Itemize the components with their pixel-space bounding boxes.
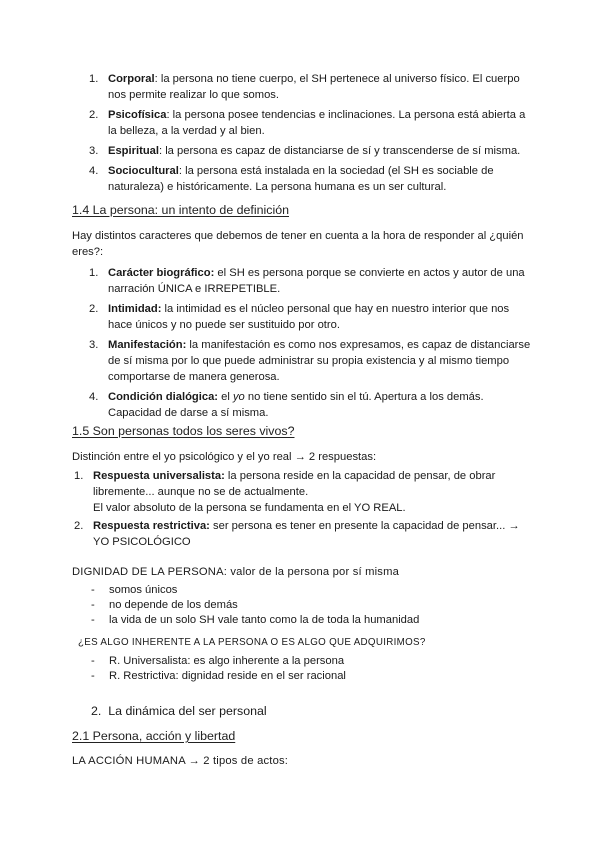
list-item: - R. Universalista: es algo inherente a la persona xyxy=(91,655,345,667)
list-item: - somos únicos xyxy=(91,584,178,596)
section-1-4-intro: Hay distintos caracteres que debemos de tener en cuenta a la hora de responder al ¿quién eres?: xyxy=(72,230,524,258)
question-text: ¿ES ALGO INHERENTE A LA PERSONA O ES ALGO QUE ADQUIRIMOS? xyxy=(78,637,426,648)
term: Psicofísica xyxy=(108,109,167,121)
list-item: - no depende de los demás xyxy=(91,599,238,611)
section-2-title: 2. La dinámica del ser personal xyxy=(91,704,267,718)
list-item: 4. Condición dialógica: el yo no tiene sentido sin el tú. Apertura a los demás. Capacidad de darse a sí misma. xyxy=(89,391,484,419)
term: Manifestación: xyxy=(108,339,187,351)
list-item: 1. Respuesta universalista: la persona reside en la capacidad de pensar, de obrar libremente... aunque no se de actualmente. El valor absoluto de la persona se fundamenta en el YO REAL. xyxy=(74,470,496,514)
top-numbered-list xyxy=(89,71,548,195)
term: Intimidad: xyxy=(108,303,162,315)
list-item: 4. Sociocultural: la persona está instalada en la sociedad (el SH es sociable de naturaleza) e históricamente. La persona humana es un ser cultural. xyxy=(89,165,494,193)
term: Carácter biográfico: xyxy=(108,267,215,279)
term: Respuesta universalista: xyxy=(93,470,225,482)
list-item: 3. Espiritual: la persona es capaz de distanciarse de sí y transcenderse de sí misma. xyxy=(89,145,521,157)
section-1-4-list xyxy=(89,265,548,421)
list-item: 2. Respuesta restrictiva: ser persona es tener en presente la capacidad de pensar... → YO PSICOLÓGICO xyxy=(74,520,520,548)
dignidad-list xyxy=(91,583,549,628)
list-item: 3. Manifestación: la manifestación es como nos expresamos, es capaz de distanciarse de sí misma por lo que puede administrar su propia existencia y al mismo tiempo comportarse de manera generosa. xyxy=(89,339,531,383)
term: Respuesta restrictiva: xyxy=(93,520,210,532)
section-1-5-list xyxy=(74,468,548,550)
list-item: - R. Restrictiva: dignidad reside en el ser racional xyxy=(91,670,346,682)
term: Sociocultural xyxy=(108,165,179,177)
section-heading-1-4: 1.4 La persona: un intento de definición xyxy=(72,203,289,217)
section-1-5-intro: Distinción entre el yo psicológico y el yo real → 2 respuestas: xyxy=(72,451,377,463)
section-heading-2-1: 2.1 Persona, acción y libertad xyxy=(72,729,236,743)
question-answers-list xyxy=(91,654,549,684)
list-item: - la vida de un solo SH vale tanto como la de toda la humanidad xyxy=(91,614,420,626)
list-item: 1. Carácter biográfico: el SH es persona porque se convierte en actos y autor de una narración ÚNICA e IRREPETIBLE. xyxy=(89,267,525,295)
section-heading-1-5: 1.5 Son personas todos los seres vivos? xyxy=(72,424,295,438)
list-item: 2. Intimidad: la intimidad es el núcleo personal que hay en nuestro interior que nos hace únicos y no puede ser sustituido por otro. xyxy=(89,303,510,331)
dignidad-title: DIGNIDAD DE LA PERSONA: valor de la persona por sí misma xyxy=(72,566,400,578)
section-2-1-line: LA ACCIÓN HUMANA → 2 tipos de actos: xyxy=(72,755,289,767)
term: Corporal xyxy=(108,73,155,85)
list-item: 2. Psicofísica: la persona posee tendencias e inclinaciones. La persona está abierta a la belleza, a la verdad y al bien. xyxy=(89,109,526,137)
list-item: 1. Corporal: la persona no tiene cuerpo, el SH pertenece al universo físico. El cuerpo nos permite realizar lo que somos. xyxy=(89,73,520,101)
term: Condición dialógica: xyxy=(108,391,219,403)
term: Espiritual xyxy=(108,145,159,157)
